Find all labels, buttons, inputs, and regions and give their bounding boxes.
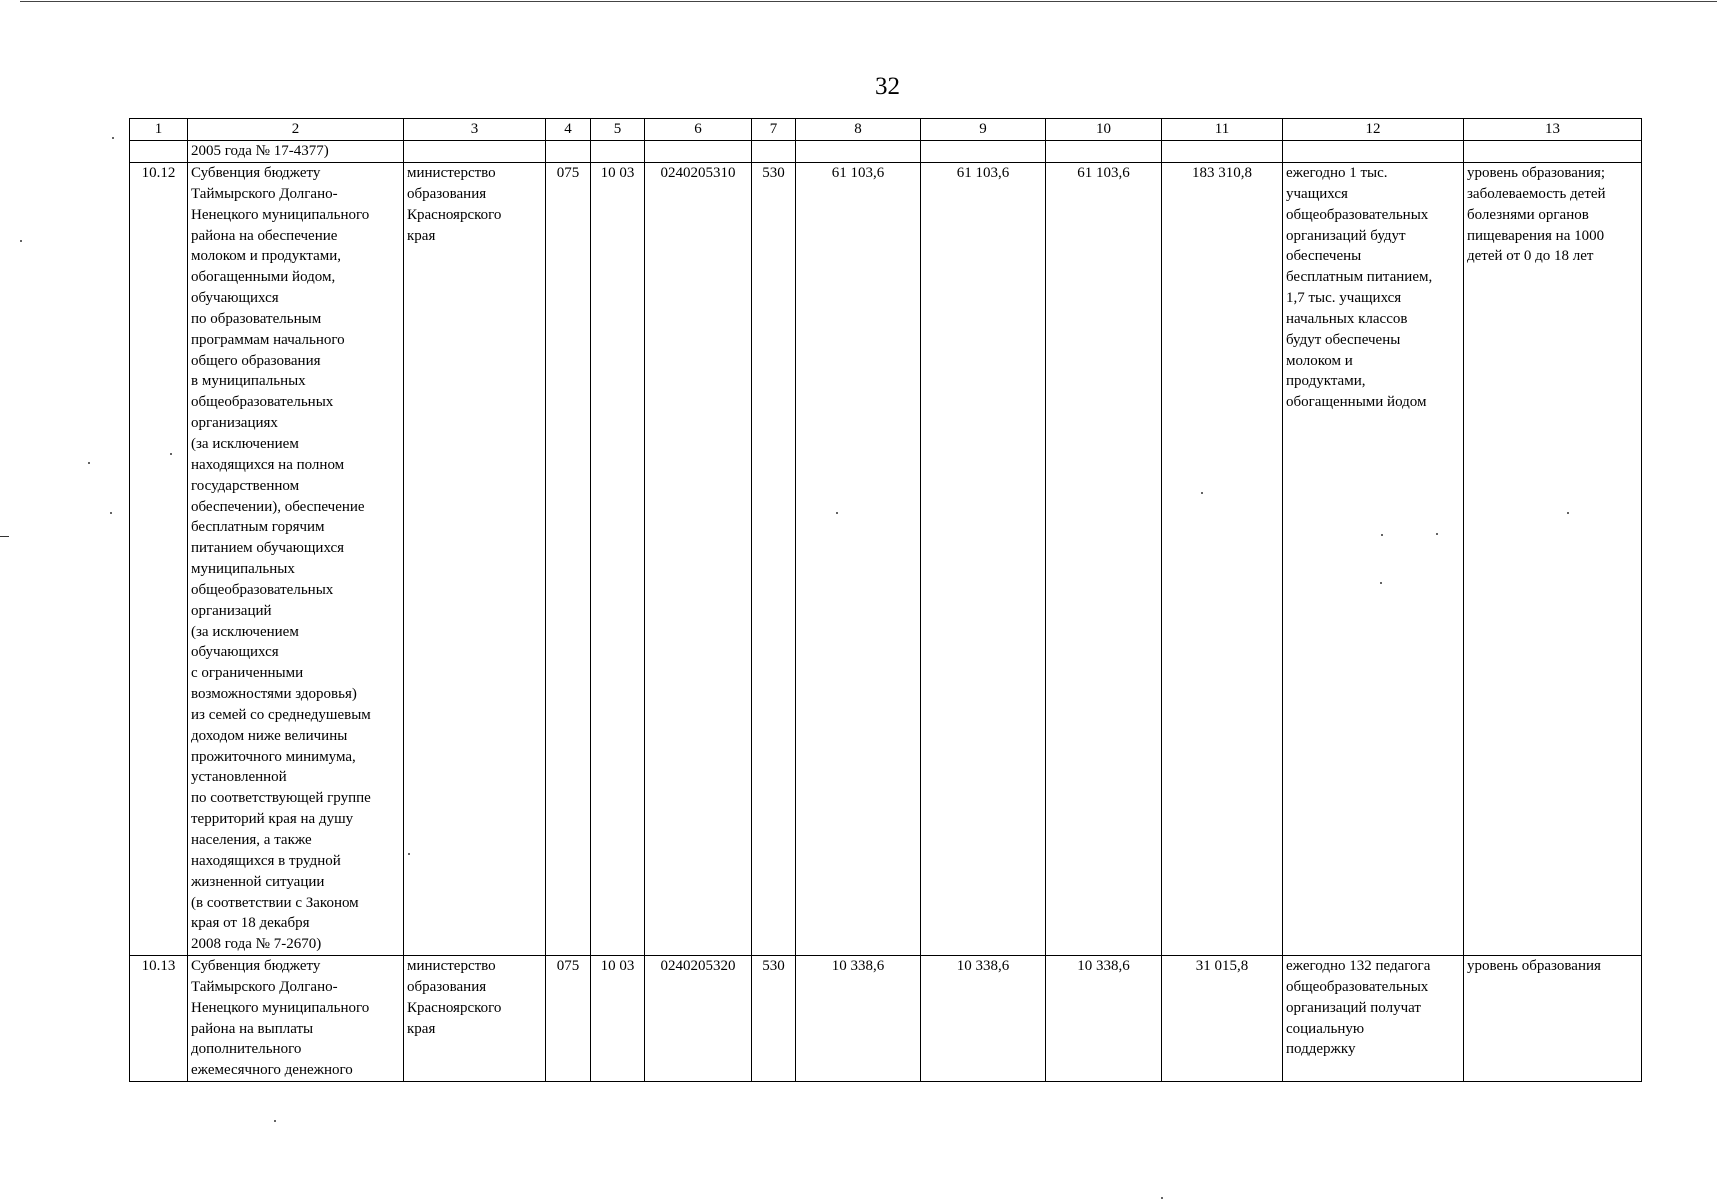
row-description: Субвенция бюджету Таймырского Долгано- Ненецкого муниципального района на обеспечение молоком и продуктами, обогащенными йодом, обучающихся по образовательным программам начального общего образования в муниципальных общеобразовательных организациях (за исключением находящихся на полном государственном обеспечении), обеспечение бесплатным горячим питанием обучающихся муниципальных общеобразовательных организаций (за исключением обучающихся с ограниченными возможностями здоровья) из семей со среднедушевым доходом ниже величины прожиточного минимума, установленной по соответствующей группе территорий края на душу населения, а также находящихся в трудной жизненной ситуации (в соответствии с Законом края от 18 декабря 2008 года № 7-2670) [188, 163, 404, 956]
continuation-text: 2005 года № 17-4377) [188, 141, 404, 163]
scan-speck [110, 512, 112, 514]
row-executor: министерство образования Красноярского края [404, 163, 546, 956]
column-number-7: 7 [752, 119, 796, 141]
column-number-2: 2 [188, 119, 404, 141]
table-row [130, 163, 1642, 956]
row-code-7: 530 [752, 956, 796, 1082]
continuation-id-cell [130, 141, 188, 163]
column-number-9: 9 [921, 119, 1046, 141]
row-indicator-13: уровень образования; заболеваемость детей болезнями органов пищеварения на 1000 детей от 0 до 18 лет [1464, 163, 1642, 956]
column-number-8: 8 [796, 119, 921, 141]
column-number-row [130, 119, 1642, 141]
row-description: Субвенция бюджету Таймырского Долгано- Ненецкого муниципального района на выплаты дополнительного ежемесячного денежного [188, 956, 404, 1082]
budget-measures-table [129, 118, 1642, 1082]
scan-speck [20, 240, 22, 242]
column-number-10: 10 [1046, 119, 1162, 141]
row-amount-8: 10 338,6 [796, 956, 921, 1082]
row-code-5: 10 03 [591, 163, 645, 956]
row-amount-9: 10 338,6 [921, 956, 1046, 1082]
column-number-3: 3 [404, 119, 546, 141]
scan-margin-mark [0, 536, 9, 537]
row-code-6: 0240205310 [645, 163, 752, 956]
row-code-4: 075 [546, 956, 591, 1082]
row-total-11: 31 015,8 [1162, 956, 1283, 1082]
scan-edge-line [20, 1, 1717, 2]
scan-speck [1567, 512, 1569, 514]
row-total-11: 183 310,8 [1162, 163, 1283, 956]
row-amount-10: 61 103,6 [1046, 163, 1162, 956]
row-amount-8: 61 103,6 [796, 163, 921, 956]
scan-speck [88, 462, 90, 464]
scan-speck [836, 512, 838, 514]
page-number: 32 [875, 73, 900, 100]
scan-speck [1436, 533, 1438, 535]
row-indicator-13: уровень образования [1464, 956, 1642, 1082]
column-number-5: 5 [591, 119, 645, 141]
row-id: 10.12 [130, 163, 188, 956]
scan-speck [1381, 534, 1383, 536]
row-code-4: 075 [546, 163, 591, 956]
row-result-12: ежегодно 132 педагога общеобразовательных организаций получат социальную поддержку [1283, 956, 1464, 1082]
column-number-4: 4 [546, 119, 591, 141]
continuation-row [130, 141, 1642, 163]
column-number-11: 11 [1162, 119, 1283, 141]
scan-speck [408, 853, 410, 855]
scan-speck [1201, 492, 1203, 494]
row-code-5: 10 03 [591, 956, 645, 1082]
column-number-13: 13 [1464, 119, 1642, 141]
scan-speck [274, 1120, 276, 1122]
column-number-12: 12 [1283, 119, 1464, 141]
row-code-6: 0240205320 [645, 956, 752, 1082]
row-id: 10.13 [130, 956, 188, 1082]
scan-speck [1161, 1197, 1163, 1199]
table-row [130, 956, 1642, 1082]
row-amount-10: 10 338,6 [1046, 956, 1162, 1082]
column-number-1: 1 [130, 119, 188, 141]
row-result-12: ежегодно 1 тыс. учащихся общеобразовательных организаций будут обеспечены бесплатным питанием, 1,7 тыс. учащихся начальных классов будут обеспечены молоком и продуктами, обогащенными йодом [1283, 163, 1464, 956]
row-executor: министерство образования Красноярского края [404, 956, 546, 1082]
row-amount-9: 61 103,6 [921, 163, 1046, 956]
scan-speck [1380, 582, 1382, 584]
column-number-6: 6 [645, 119, 752, 141]
row-code-7: 530 [752, 163, 796, 956]
scan-speck [170, 453, 172, 455]
scan-speck [112, 137, 114, 139]
